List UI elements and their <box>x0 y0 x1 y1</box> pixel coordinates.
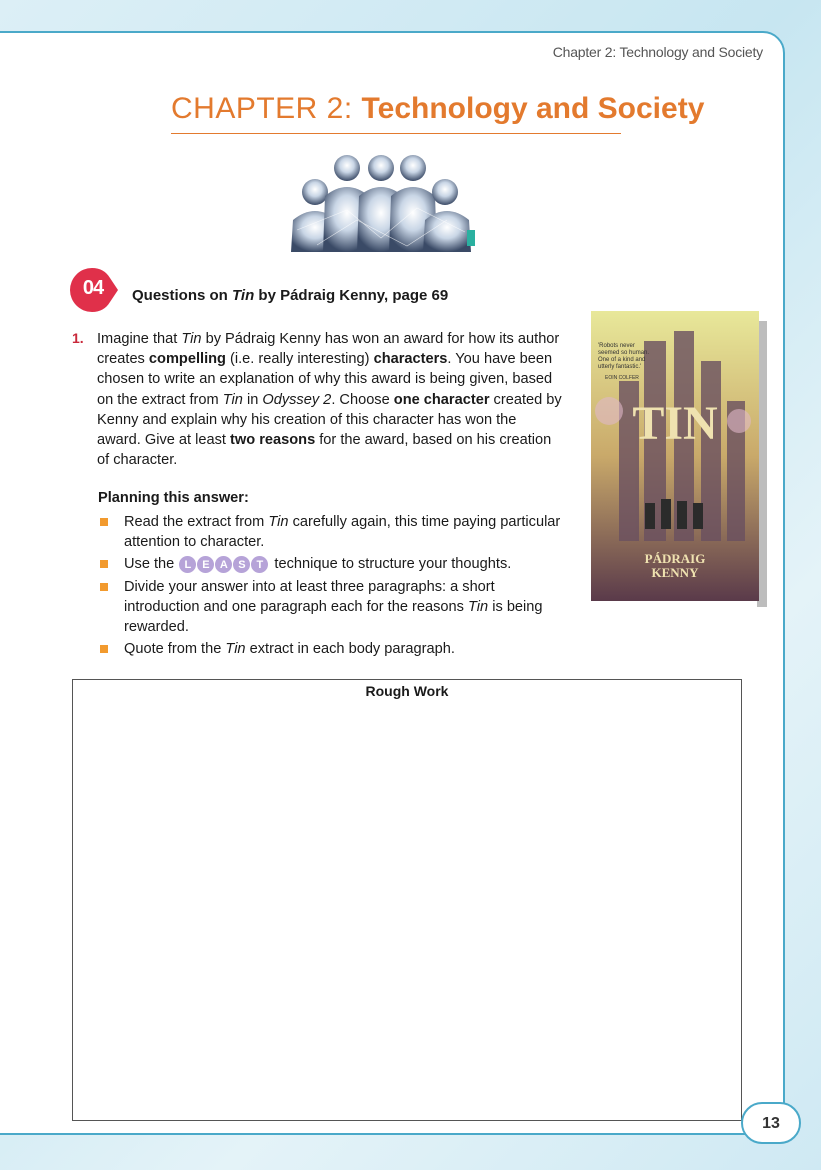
list-item: Read the extract from Tin carefully again, this time paying particular attention to character. <box>98 512 568 552</box>
question-text: Imagine that Tin by Pádraig Kenny has won an award for how its author creates compelling (i.e. really interesting) characters. You have been chosen to write an explanation of why this award is being given, based on the extract from Tin in Odyssey 2. Choose one character created by Kenny and explain why his creation of this character has won the award. Give at least two reasons for the award, based on his creation of character. <box>97 331 562 469</box>
list-item: Use the L E A S T technique to structure your thoughts. <box>98 554 568 574</box>
book-quote-author: EOIN COLFER <box>605 375 639 381</box>
book-author-line2: KENNY <box>651 565 699 580</box>
book-title-text: TIN <box>632 397 718 450</box>
list-item: Divide your answer into at least three paragraphs: a short introduction and one paragraph each for the reasons Tin is being rewarded. <box>98 577 568 638</box>
heading-book-title: Tin <box>232 287 255 304</box>
planning-title: Planning this answer: <box>98 490 249 506</box>
question-number: 1. <box>72 330 84 346</box>
least-technique-icon: L E A S T <box>179 555 269 574</box>
rough-work-box[interactable] <box>72 679 742 1121</box>
heading-text: Questions on <box>132 287 233 304</box>
heading-text-end: by Pádraig Kenny, page 69 <box>254 287 449 304</box>
running-head: Chapter 2: Technology and Society <box>552 44 763 60</box>
list-item: Quote from the Tin extract in each body paragraph. <box>98 639 568 659</box>
planning-list <box>98 512 568 661</box>
bullet-square-icon <box>100 645 108 653</box>
chapter-hero-image <box>287 150 475 252</box>
book-cover-image <box>589 311 769 611</box>
bullet-square-icon <box>100 560 108 568</box>
chapter-title <box>171 92 705 134</box>
bullet-square-icon <box>100 583 108 591</box>
chapter-prefix: CHAPTER 2: <box>171 92 362 125</box>
section-number: 04 <box>82 277 104 299</box>
section-heading <box>132 287 448 304</box>
bullet-square-icon <box>100 518 108 526</box>
chapter-name: Technology and Society <box>361 92 705 125</box>
book-author-line1: PÁDRAIG <box>644 551 706 566</box>
page-number: 13 <box>741 1102 801 1144</box>
book-quote-text: 'Robots never seemed so human. One of a kind and utterly fantastic.' <box>598 343 650 370</box>
rough-work-title: Rough Work <box>365 683 449 699</box>
